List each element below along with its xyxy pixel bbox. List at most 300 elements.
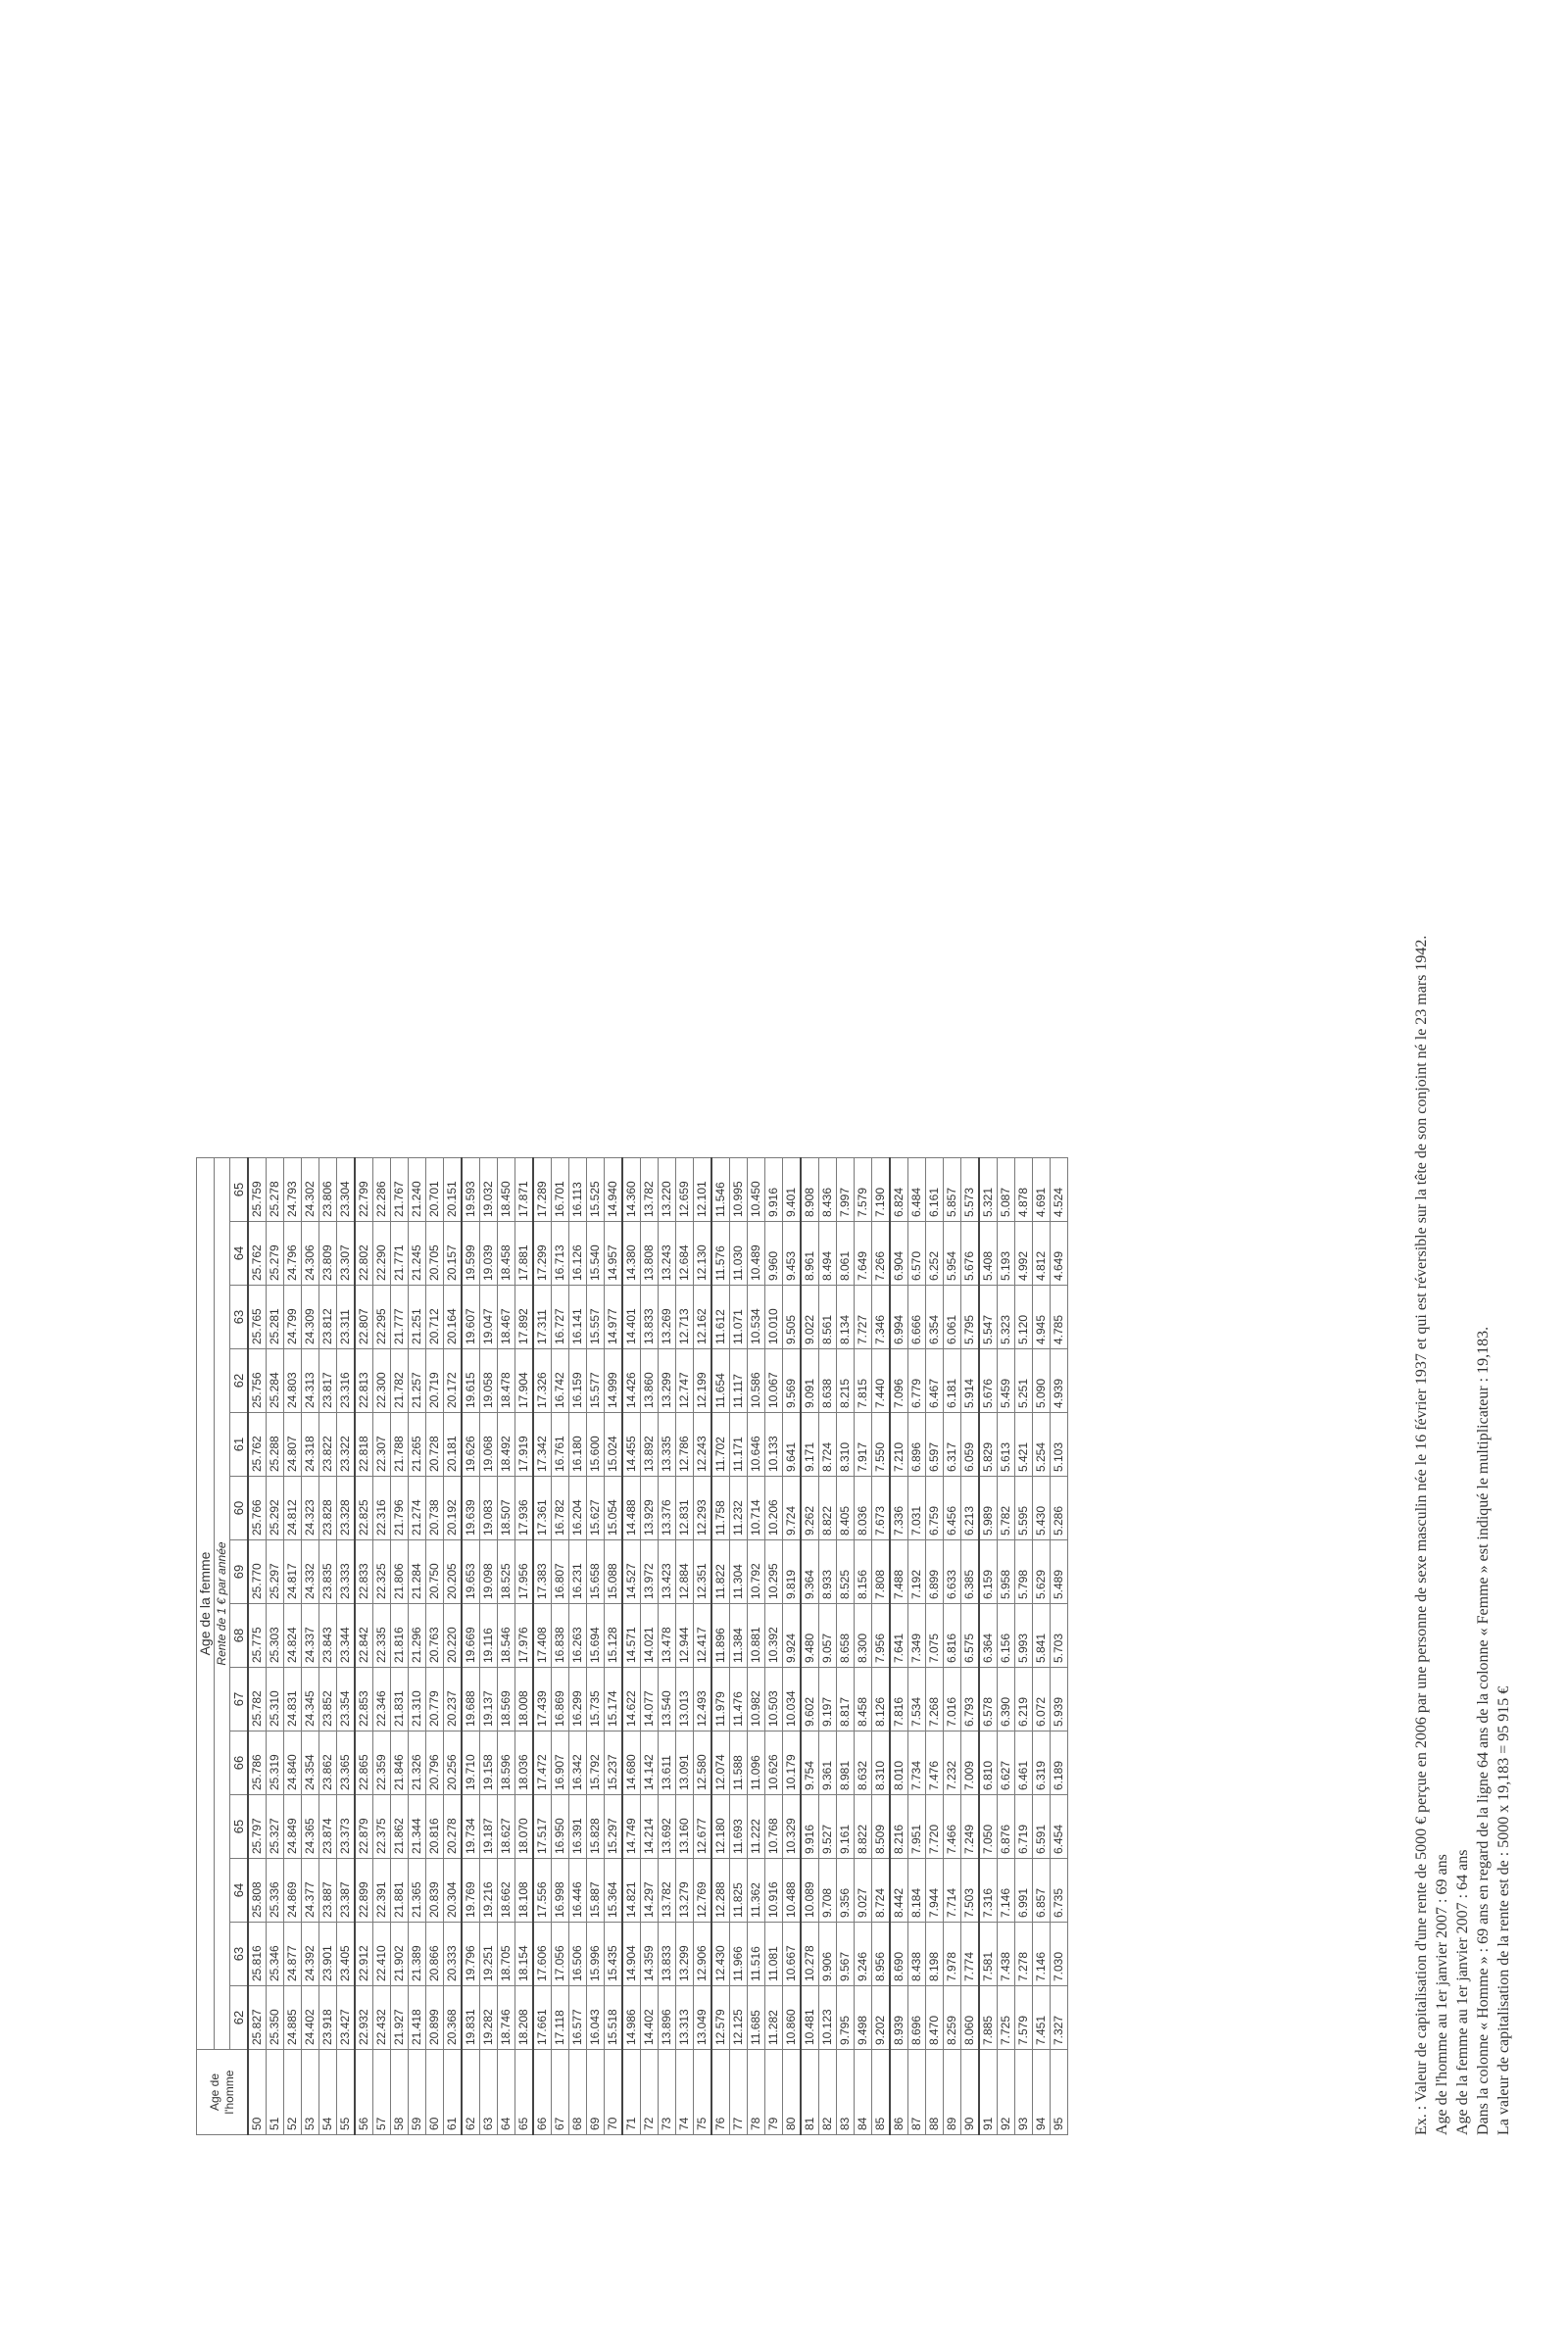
table-cell: 6.570 (908, 1222, 926, 1286)
table-cell: 22.879 (355, 1795, 373, 1859)
table-cell: 16.838 (552, 1604, 569, 1668)
row-age-label: 95 (1051, 2050, 1068, 2135)
table-cell: 11.896 (711, 1604, 730, 1668)
table-cell: 4.524 (1051, 1158, 1068, 1222)
table-cell: 23.311 (337, 1286, 356, 1349)
table-cell: 6.857 (1033, 1859, 1051, 1923)
table-cell: 25.297 (267, 1540, 284, 1604)
row-age-label: 60 (426, 2050, 444, 2135)
table-cell: 5.798 (1015, 1540, 1033, 1604)
table-cell: 13.833 (641, 1286, 659, 1349)
row-age-label: 77 (730, 2050, 748, 2135)
table-cell: 20.304 (444, 1859, 463, 1923)
table-cell: 21.777 (391, 1286, 409, 1349)
table-cell: 13.782 (641, 1158, 659, 1222)
table-cell: 22.335 (373, 1604, 391, 1668)
table-cell: 17.904 (515, 1349, 534, 1413)
table-cell: 18.569 (498, 1668, 515, 1731)
table-cell: 25.816 (248, 1923, 267, 1986)
table-cell: 23.812 (319, 1286, 337, 1349)
table-cell: 21.274 (409, 1477, 426, 1540)
table-cell: 22.325 (373, 1540, 391, 1604)
table-cell: 10.481 (801, 1986, 819, 2050)
table-cell: 15.237 (605, 1731, 623, 1795)
table-cell: 12.243 (694, 1413, 712, 1477)
table-cell: 15.735 (587, 1668, 605, 1731)
table-row (267, 1158, 284, 2135)
table-row (284, 1158, 302, 2135)
table-cell: 6.213 (961, 1477, 980, 1540)
table-cell: 22.932 (355, 1986, 373, 2050)
table-cell: 15.627 (587, 1477, 605, 1540)
table-cell: 8.822 (855, 1795, 872, 1859)
table-cell: 14.214 (641, 1795, 659, 1859)
table-cell: 7.451 (1033, 1986, 1051, 2050)
column-header: 67 (230, 1668, 249, 1731)
table-cell: 9.171 (801, 1413, 819, 1477)
table-cell: 17.299 (533, 1222, 552, 1286)
table-cell: 19.137 (480, 1668, 498, 1731)
table-cell: 6.161 (926, 1158, 944, 1222)
table-cell: 7.581 (979, 1923, 998, 1986)
table-cell: 7.466 (944, 1795, 961, 1859)
table-cell: 19.734 (462, 1795, 480, 1859)
table-cell: 12.180 (711, 1795, 730, 1859)
table-cell: 11.171 (730, 1413, 748, 1477)
table-cell: 11.576 (711, 1222, 730, 1286)
row-age-label: 52 (284, 2050, 302, 2135)
table-cell: 21.881 (391, 1859, 409, 1923)
table-cell: 16.263 (569, 1604, 587, 1668)
table-cell: 14.622 (622, 1668, 641, 1731)
table-cell: 11.612 (711, 1286, 730, 1349)
table-cell: 15.364 (605, 1859, 623, 1923)
table-cell: 11.232 (730, 1477, 748, 1540)
table-cell: 25.827 (248, 1986, 267, 2050)
table-row (890, 1158, 908, 2135)
table-cell: 8.060 (961, 1986, 980, 2050)
sub-header: Rente de 1 € par année (215, 1158, 230, 2050)
table-cell: 5.103 (1051, 1413, 1068, 1477)
table-cell: 7.146 (1033, 1923, 1051, 1986)
table-cell: 6.454 (1051, 1795, 1068, 1859)
table-cell: 21.846 (391, 1731, 409, 1795)
table-cell: 4.878 (1015, 1158, 1033, 1222)
table-cell: 23.901 (319, 1923, 337, 1986)
table-cell: 12.199 (694, 1349, 712, 1413)
column-header: 68 (230, 1604, 249, 1668)
table-cell: 5.613 (998, 1413, 1015, 1477)
table-cell: 6.779 (908, 1349, 926, 1413)
table-cell: 15.828 (587, 1795, 605, 1859)
table-cell: 18.546 (498, 1604, 515, 1668)
table-row (337, 1158, 356, 2135)
table-cell: 23.387 (337, 1859, 356, 1923)
table-row (872, 1158, 891, 2135)
table-cell: 5.795 (961, 1286, 980, 1349)
note-line: La valeur de capitalisation de la rente est de : 5000 x 19,183 = 95 915 € (1495, 1685, 1512, 2135)
table-cell: 16.231 (569, 1540, 587, 1604)
table-cell: 23.817 (319, 1349, 337, 1413)
row-age-label: 71 (622, 2050, 641, 2135)
table-cell: 4.691 (1033, 1158, 1051, 1222)
table-cell: 22.295 (373, 1286, 391, 1349)
row-age-label: 82 (819, 2050, 837, 2135)
table-cell: 8.215 (837, 1349, 855, 1413)
table-cell: 13.611 (659, 1731, 676, 1795)
table-cell: 12.769 (694, 1859, 712, 1923)
table-cell: 18.478 (498, 1349, 515, 1413)
table-cell: 9.754 (801, 1731, 819, 1795)
table-cell: 10.450 (748, 1158, 765, 1222)
table-cell: 23.333 (337, 1540, 356, 1604)
table-cell: 20.750 (426, 1540, 444, 1604)
table-cell: 13.478 (659, 1604, 676, 1668)
table-cell: 24.337 (302, 1604, 319, 1668)
table-cell: 20.181 (444, 1413, 463, 1477)
table-cell: 17.289 (533, 1158, 552, 1222)
table-cell: 24.306 (302, 1222, 319, 1286)
note-line: Age de la femme au 1er janvier 2007 : 64 ans (1454, 1849, 1471, 2135)
table-row (676, 1158, 694, 2135)
table-cell: 15.128 (605, 1604, 623, 1668)
table-cell: 22.346 (373, 1668, 391, 1731)
table-cell: 8.310 (872, 1731, 891, 1795)
table-cell: 16.713 (552, 1222, 569, 1286)
table-cell: 13.540 (659, 1668, 676, 1731)
table-cell: 25.756 (248, 1349, 267, 1413)
table-cell: 20.237 (444, 1668, 463, 1731)
table-cell: 16.141 (569, 1286, 587, 1349)
table-cell: 16.807 (552, 1540, 569, 1604)
table-cell: 19.769 (462, 1859, 480, 1923)
table-cell: 10.714 (748, 1477, 765, 1540)
table-cell: 25.765 (248, 1286, 267, 1349)
row-age-label: 79 (765, 2050, 783, 2135)
table-cell: 21.296 (409, 1604, 426, 1668)
table-cell: 9.569 (783, 1349, 802, 1413)
table-cell: 8.184 (908, 1859, 926, 1923)
table-cell: 13.896 (659, 1986, 676, 2050)
row-age-label: 58 (391, 2050, 409, 2135)
table-cell: 7.956 (872, 1604, 891, 1668)
table-cell: 10.206 (765, 1477, 783, 1540)
table-cell: 12.786 (676, 1413, 694, 1477)
table-cell: 19.669 (462, 1604, 480, 1668)
table-cell: 24.824 (284, 1604, 302, 1668)
table-row (730, 1158, 748, 2135)
table-cell: 21.816 (391, 1604, 409, 1668)
table-cell: 5.193 (998, 1222, 1015, 1286)
table-cell: 5.703 (1051, 1604, 1068, 1668)
table-cell: 18.627 (498, 1795, 515, 1859)
table-row (515, 1158, 534, 2135)
row-age-label: 51 (267, 2050, 284, 2135)
table-cell: 16.742 (552, 1349, 569, 1413)
table-cell: 11.476 (730, 1668, 748, 1731)
table-cell: 12.162 (694, 1286, 712, 1349)
table-cell: 19.615 (462, 1349, 480, 1413)
table-cell: 17.661 (533, 1986, 552, 2050)
table-cell: 5.323 (998, 1286, 1015, 1349)
table-cell: 20.816 (426, 1795, 444, 1859)
table-cell: 10.278 (801, 1923, 819, 1986)
table-cell: 25.292 (267, 1477, 284, 1540)
table-cell: 9.724 (783, 1477, 802, 1540)
table-cell: 8.442 (890, 1859, 908, 1923)
table-cell: 18.525 (498, 1540, 515, 1604)
table-cell: 7.030 (1051, 1923, 1068, 1986)
table-cell: 11.030 (730, 1222, 748, 1286)
table-cell: 7.720 (926, 1795, 944, 1859)
table-cell: 8.470 (926, 1986, 944, 2050)
table-row (587, 1158, 605, 2135)
table-row (605, 1158, 623, 2135)
table-cell: 24.831 (284, 1668, 302, 1731)
table-cell: 6.390 (998, 1668, 1015, 1731)
table-row (248, 1158, 267, 2135)
table-cell: 23.806 (319, 1158, 337, 1222)
table-cell: 23.887 (319, 1859, 337, 1923)
row-age-label: 66 (533, 2050, 552, 2135)
row-age-label: 56 (355, 2050, 373, 2135)
row-age-label: 92 (998, 2050, 1015, 2135)
column-header: 65 (230, 1795, 249, 1859)
table-cell: 6.072 (1033, 1668, 1051, 1731)
table-cell: 8.981 (837, 1731, 855, 1795)
table-cell: 17.919 (515, 1413, 534, 1477)
table-row (837, 1158, 855, 2135)
table-cell: 24.885 (284, 1986, 302, 2050)
table-cell: 17.892 (515, 1286, 534, 1349)
table-cell: 10.089 (801, 1859, 819, 1923)
table-cell: 19.047 (480, 1286, 498, 1349)
table-cell: 4.812 (1033, 1222, 1051, 1286)
table-cell: 25.303 (267, 1604, 284, 1668)
table-cell: 6.059 (961, 1413, 980, 1477)
row-age-label: 78 (748, 2050, 765, 2135)
table-cell: 5.547 (979, 1286, 998, 1349)
table-cell: 13.013 (676, 1668, 694, 1731)
table-cell: 17.361 (533, 1477, 552, 1540)
table-cell: 21.389 (409, 1923, 426, 1986)
table-cell: 13.692 (659, 1795, 676, 1859)
table-cell: 6.991 (1015, 1859, 1033, 1923)
table-cell: 25.279 (267, 1222, 284, 1286)
table-cell: 21.326 (409, 1731, 426, 1795)
table-row (373, 1158, 391, 2135)
table-row (908, 1158, 926, 2135)
table-cell: 6.319 (1033, 1731, 1051, 1795)
table-cell: 9.197 (819, 1668, 837, 1731)
row-age-label: 94 (1033, 2050, 1051, 2135)
table-cell: 8.436 (819, 1158, 837, 1222)
table-row (1033, 1158, 1051, 2135)
table-cell: 16.506 (569, 1923, 587, 1986)
table-cell: 19.626 (462, 1413, 480, 1477)
table-cell: 12.831 (676, 1477, 694, 1540)
row-age-label: 88 (926, 2050, 944, 2135)
table-cell: 22.807 (355, 1286, 373, 1349)
column-header: 65 (230, 1158, 249, 1222)
table-cell: 15.525 (587, 1158, 605, 1222)
table-cell: 10.768 (765, 1795, 783, 1859)
table-cell: 21.257 (409, 1349, 426, 1413)
table-cell: 5.286 (1051, 1477, 1068, 1540)
table-row (480, 1158, 498, 2135)
row-age-label: 93 (1015, 2050, 1033, 2135)
table-cell: 6.904 (890, 1222, 908, 1286)
table-row (355, 1158, 373, 2135)
row-age-label: 81 (801, 2050, 819, 2135)
table-cell: 10.626 (765, 1731, 783, 1795)
table-cell: 13.808 (641, 1222, 659, 1286)
table-cell: 6.467 (926, 1349, 944, 1413)
table-row (319, 1158, 337, 2135)
table-cell: 7.550 (872, 1413, 891, 1477)
table-cell: 18.458 (498, 1222, 515, 1286)
table-cell: 5.676 (979, 1349, 998, 1413)
table-cell: 22.818 (355, 1413, 373, 1477)
table-cell: 10.982 (748, 1668, 765, 1731)
table-cell: 21.767 (391, 1158, 409, 1222)
table-cell: 24.318 (302, 1413, 319, 1477)
table-cell: 23.852 (319, 1668, 337, 1731)
table-cell: 9.641 (783, 1413, 802, 1477)
table-cell: 23.874 (319, 1795, 337, 1859)
table-cell: 7.346 (872, 1286, 891, 1349)
table-cell: 19.187 (480, 1795, 498, 1859)
table-row (765, 1158, 783, 2135)
table-cell: 6.824 (890, 1158, 908, 1222)
table-cell: 6.385 (961, 1540, 980, 1604)
table-cell: 7.673 (872, 1477, 891, 1540)
table-cell: 25.782 (248, 1668, 267, 1731)
table-cell: 16.577 (569, 1986, 587, 2050)
table-cell: 6.156 (998, 1604, 1015, 1668)
table-cell: 20.701 (426, 1158, 444, 1222)
table-cell: 25.762 (248, 1413, 267, 1477)
table-cell: 5.489 (1051, 1540, 1068, 1604)
table-cell: 15.694 (587, 1604, 605, 1668)
table-cell: 22.899 (355, 1859, 373, 1923)
table-cell: 23.344 (337, 1604, 356, 1668)
table-cell: 15.174 (605, 1668, 623, 1731)
table-cell: 5.595 (1015, 1477, 1033, 1540)
table-cell: 14.999 (605, 1349, 623, 1413)
row-age-label: 65 (515, 2050, 534, 2135)
table-cell: 18.746 (498, 1986, 515, 2050)
corner-label: Age de l'homme (197, 2050, 249, 2135)
table-row (444, 1158, 463, 2135)
table-cell: 17.956 (515, 1540, 534, 1604)
table-cell: 17.936 (515, 1477, 534, 1540)
table-cell: 24.323 (302, 1477, 319, 1540)
table-cell: 23.843 (319, 1604, 337, 1668)
row-age-label: 86 (890, 2050, 908, 2135)
column-header: 62 (230, 1986, 249, 2050)
note-line: Age de l'homme au 1er janvier 2007 : 69 ans (1434, 1854, 1450, 2135)
table-cell: 5.321 (979, 1158, 998, 1222)
table-cell: 9.356 (837, 1859, 855, 1923)
table-cell: 21.365 (409, 1859, 426, 1923)
table-cell: 21.251 (409, 1286, 426, 1349)
table-cell: 20.839 (426, 1859, 444, 1923)
table-cell: 20.192 (444, 1477, 463, 1540)
table-cell: 8.198 (926, 1923, 944, 1986)
table-cell: 23.828 (319, 1477, 337, 1540)
table-cell: 10.034 (783, 1668, 802, 1731)
table-cell: 8.724 (872, 1859, 891, 1923)
row-age-label: 89 (944, 2050, 961, 2135)
table-cell: 24.796 (284, 1222, 302, 1286)
table-cell: 12.713 (676, 1286, 694, 1349)
table-cell: 22.912 (355, 1923, 373, 1986)
table-cell: 22.432 (373, 1986, 391, 2050)
table-cell: 19.796 (462, 1923, 480, 1986)
table-cell: 7.440 (872, 1349, 891, 1413)
table-cell: 20.157 (444, 1222, 463, 1286)
table-cell: 5.989 (979, 1477, 998, 1540)
table-cell: 10.646 (748, 1413, 765, 1477)
table-cell: 15.658 (587, 1540, 605, 1604)
table-cell: 14.360 (622, 1158, 641, 1222)
table-cell: 7.978 (944, 1923, 961, 1986)
table-cell: 17.439 (533, 1668, 552, 1731)
table-cell: 23.328 (337, 1477, 356, 1540)
table-cell: 22.300 (373, 1349, 391, 1413)
table-cell: 9.480 (801, 1604, 819, 1668)
table-cell: 20.705 (426, 1222, 444, 1286)
table-cell: 14.426 (622, 1349, 641, 1413)
table-row (462, 1158, 480, 2135)
row-age-label: 73 (659, 2050, 676, 2135)
table-cell: 23.822 (319, 1413, 337, 1477)
table-cell: 4.992 (1015, 1222, 1033, 1286)
table-cell: 14.401 (622, 1286, 641, 1349)
table-row (819, 1158, 837, 2135)
table-cell: 16.043 (587, 1986, 605, 2050)
table-cell: 25.350 (267, 1986, 284, 2050)
table-cell: 7.009 (961, 1731, 980, 1795)
table-cell: 20.866 (426, 1923, 444, 1986)
row-age-label: 90 (961, 2050, 980, 2135)
table-cell: 5.421 (1015, 1413, 1033, 1477)
table-row (783, 1158, 802, 2135)
table-cell: 19.710 (462, 1731, 480, 1795)
table-cell: 18.596 (498, 1731, 515, 1795)
table-cell: 8.156 (855, 1540, 872, 1604)
table-cell: 6.994 (890, 1286, 908, 1349)
table-cell: 17.881 (515, 1222, 534, 1286)
table-cell: 6.666 (908, 1286, 926, 1349)
table-cell: 7.190 (872, 1158, 891, 1222)
table-row (961, 1158, 980, 2135)
table-cell: 6.735 (1051, 1859, 1068, 1923)
table-cell: 11.222 (748, 1795, 765, 1859)
table-cell: 25.770 (248, 1540, 267, 1604)
table-cell: 19.639 (462, 1477, 480, 1540)
table-cell: 18.008 (515, 1668, 534, 1731)
table-cell: 25.319 (267, 1731, 284, 1795)
table-cell: 21.771 (391, 1222, 409, 1286)
table-cell: 12.659 (676, 1158, 694, 1222)
table-cell: 9.795 (837, 1986, 855, 2050)
table-cell: 4.939 (1051, 1349, 1068, 1413)
table-cell: 24.377 (302, 1859, 319, 1923)
table-cell: 9.246 (855, 1923, 872, 1986)
table-cell: 22.410 (373, 1923, 391, 1986)
